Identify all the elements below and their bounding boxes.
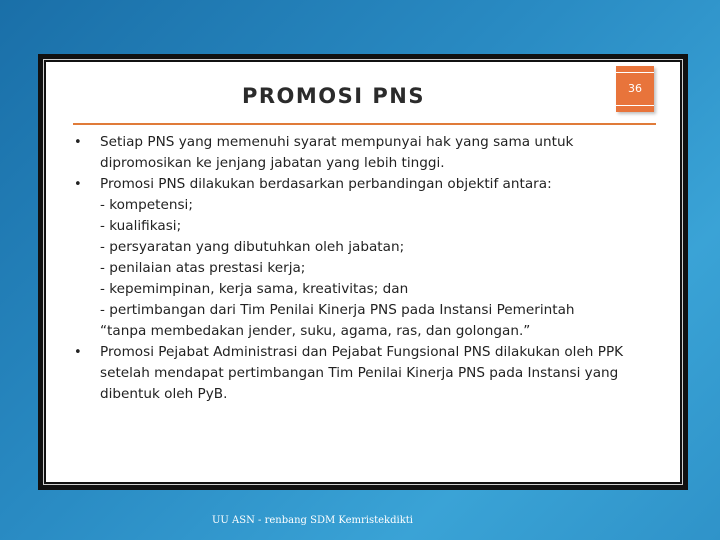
criteria-item: - penilaian atas prestasi kerja;: [100, 260, 306, 276]
bullet-item: [74, 132, 662, 174]
title-divider: [73, 123, 656, 125]
bullet-item: [74, 342, 662, 405]
criteria-item: - persyaratan yang dibutuhkan oleh jabatan;: [100, 239, 405, 255]
criteria-item: - kualifikasi;: [100, 218, 182, 234]
slide-content: [46, 62, 680, 482]
bullet-item: [74, 174, 662, 195]
slide-title: PROMOSI PNS: [241, 84, 425, 108]
bullet-glyph: •: [74, 345, 82, 360]
page-number-tab: [616, 66, 654, 112]
bullet-text: Promosi Pejabat Administrasi dan Pejabat Fungsional PNS dilakukan oleh PPK setelah mendapat pertimbangan Tim Penilai Kinerja PNS pada Instansi yang dibentuk oleh PyB.: [100, 344, 624, 402]
bullet-glyph: •: [74, 135, 82, 150]
bullet-text: Promosi PNS dilakukan berdasarkan perbandingan objektif antara:: [100, 176, 552, 192]
criteria-item: - pertimbangan dari Tim Penilai Kinerja PNS pada Instansi Pemerintah: [100, 302, 575, 318]
criteria-quote: “tanpa membedakan jender, suku, agama, ras, dan golongan.”: [100, 323, 531, 339]
criteria-item: - kepemimpinan, kerja sama, kreativitas; dan: [100, 281, 409, 297]
footer-text: UU ASN - renbang SDM Kemristekdikti: [212, 515, 413, 526]
slide-frame: [38, 54, 688, 490]
slide-body: [74, 132, 662, 405]
page-number: 36: [628, 82, 642, 95]
bullet-glyph: •: [74, 177, 82, 192]
criteria-item: - kompetensi;: [100, 197, 193, 213]
bullet-text: Setiap PNS yang memenuhi syarat mempunyai hak yang sama untuk dipromosikan ke jenjang jabatan yang lebih tinggi.: [100, 134, 574, 171]
